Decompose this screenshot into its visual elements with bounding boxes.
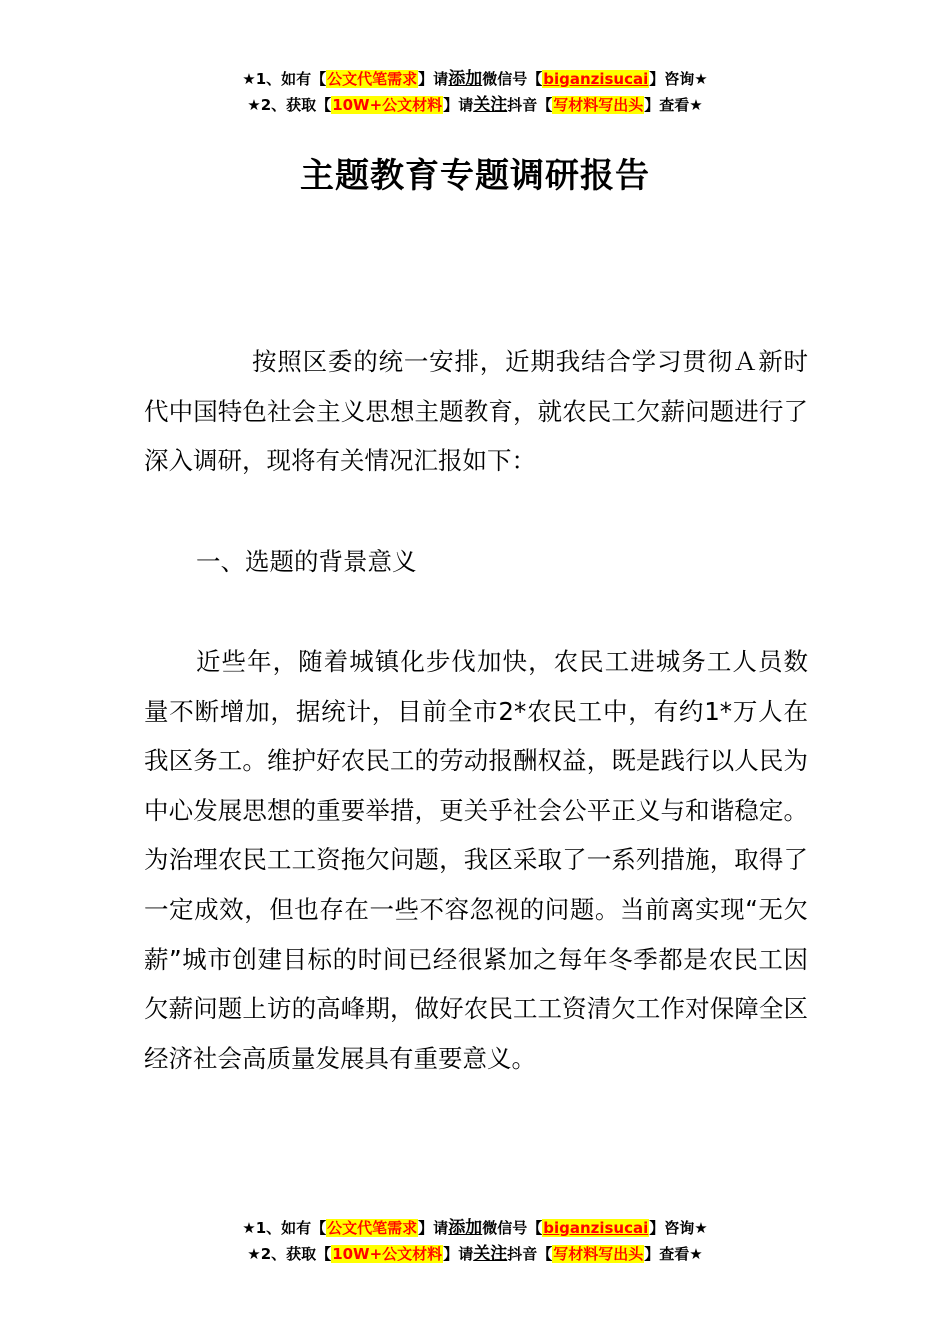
highlight-service: 公文代笔需求 [327, 70, 418, 88]
banner-text: 】请 [443, 1245, 474, 1263]
banner-line-2 [0, 1241, 950, 1267]
banner-text: 抖音【 [507, 1245, 553, 1263]
banner-line-1 [0, 66, 950, 92]
highlight-materials: 10W+公文材料 [332, 1245, 443, 1263]
banner-text: 】咨询★ [649, 1219, 708, 1237]
footer-banner [0, 1215, 950, 1267]
banner-text: ★1、如有【 [242, 1219, 327, 1237]
banner-line-2 [0, 92, 950, 118]
banner-text: 】请 [443, 96, 474, 114]
body-paragraph: 近些年，随着城镇化步伐加快，农民工进城务工人员数量不断增加，据统计，目前全市2*农民工中，有约1*万人在我区务工。维护好农民工的劳动报酬权益，既是践行以人民为中心发展思想的重要举措，更关乎社会公平正义与和谐稳定。为治理农民工工资拖欠问题，我区采取了一系列措施，取得了一定成效，但也存在一些不容忽视的问题。当前离实现“无欠薪”城市创建目标的时间已经很紧加之每年冬季都是农民工因欠薪问题上访的高峰期，做好农民工工资清欠工作对保障全区经济社会高质量发展具有重要意义。 [144, 647, 808, 1073]
banner-text: 】咨询★ [649, 70, 708, 88]
banner-text: ★2、获取【 [247, 96, 332, 114]
banner-text: 】查看★ [644, 96, 703, 114]
banner-text: 】查看★ [644, 1245, 703, 1263]
banner-emphasis: 关注 [473, 1244, 508, 1264]
section-heading: 一、选题的背景意义 [196, 547, 417, 576]
banner-text: 微信号【 [482, 1219, 543, 1237]
banner-emphasis: 关注 [473, 95, 508, 115]
banner-text: 抖音【 [507, 96, 553, 114]
banner-text: ★1、如有【 [242, 70, 327, 88]
header-banner [0, 66, 950, 118]
banner-text: 】请 [418, 70, 449, 88]
document-title: 主题教育专题调研报告 [300, 156, 650, 196]
highlight-materials: 10W+公文材料 [332, 96, 443, 114]
banner-emphasis: 添加 [448, 1218, 483, 1238]
highlight-douyin-id: 写材料写出头 [553, 1245, 644, 1263]
highlight-service: 公文代笔需求 [327, 1219, 418, 1237]
intro-paragraph: 按照区委的统一安排，近期我结合学习贯彻Ａ新时代中国特色社会主义思想主题教育，就农民工欠薪问题进行了深入调研，现将有关情况汇报如下： [144, 347, 808, 476]
banner-line-1 [0, 1215, 950, 1241]
highlight-wechat-id: biganzisucai [543, 70, 649, 88]
banner-emphasis: 添加 [448, 69, 483, 89]
highlight-wechat-id: biganzisucai [543, 1219, 649, 1237]
banner-text: ★2、获取【 [247, 1245, 332, 1263]
banner-text: 】请 [418, 1219, 449, 1237]
highlight-douyin-id: 写材料写出头 [553, 96, 644, 114]
banner-text: 微信号【 [482, 70, 543, 88]
